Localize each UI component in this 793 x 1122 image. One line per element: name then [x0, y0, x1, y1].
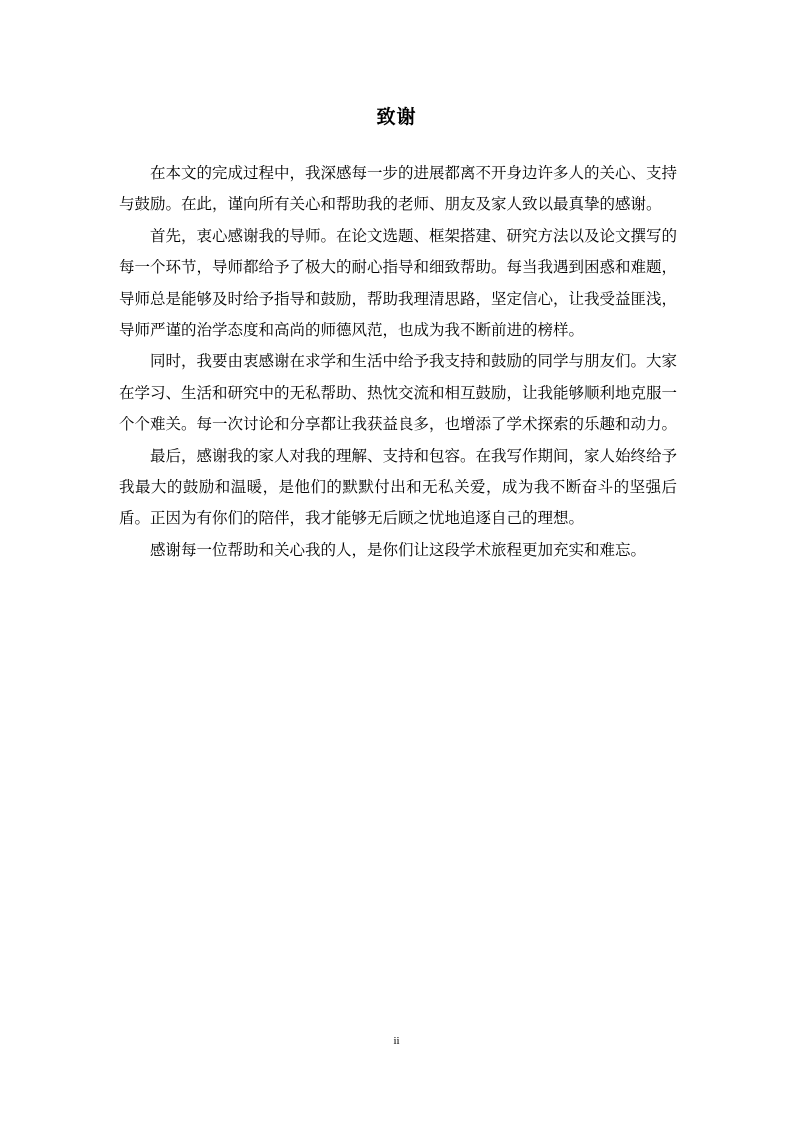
paragraph-intro: 在本文的完成过程中，我深感每一步的进展都离不开身边许多人的关心、支持与鼓励。在此，谨向所有关心和帮助我的老师、朋友及家人致以最真挚的感谢。	[119, 164, 678, 214]
paragraph-closing: 感谢每一位帮助和关心我的人，是你们让这段学术旅程更加充实和难忘。	[150, 540, 647, 559]
paragraph-advisor: 首先，衷心感谢我的导师。在论文选题、框架搭建、研究方法以及论文撰写的每一个环节，导师都给予了极大的耐心指导和细致帮助。每当我遇到困惑和难题，导师总是能够及时给予指导和鼓励，帮助我理清思路，坚定信心，让我受益匪浅，导师严谨的治学态度和高尚的师德风范，也成为我不断前进的榜样。	[119, 226, 678, 340]
page-title: 致谢	[376, 106, 417, 128]
paragraph-classmates: 同时，我要由衷感谢在求学和生活中给予我支持和鼓励的同学与朋友们。大家在学习、生活和研究中的无私帮助、热忱交流和相互鼓励，让我能够顺利地克服一个个难关。每一次讨论和分享都让我获益良多，也增添了学术探索的乐趣和动力。	[119, 352, 678, 434]
acknowledgement-body	[119, 158, 677, 566]
page-number: ii	[393, 1035, 400, 1047]
paragraph-family: 最后，感谢我的家人对我的理解、支持和包容。在我写作期间，家人始终给予我最大的鼓励和温暖，是他们的默默付出和无私关爱，成为我不断奋斗的坚强后盾。正因为有你们的陪伴，我才能够无后顾之忧地追逐自己的理想。	[119, 446, 678, 528]
